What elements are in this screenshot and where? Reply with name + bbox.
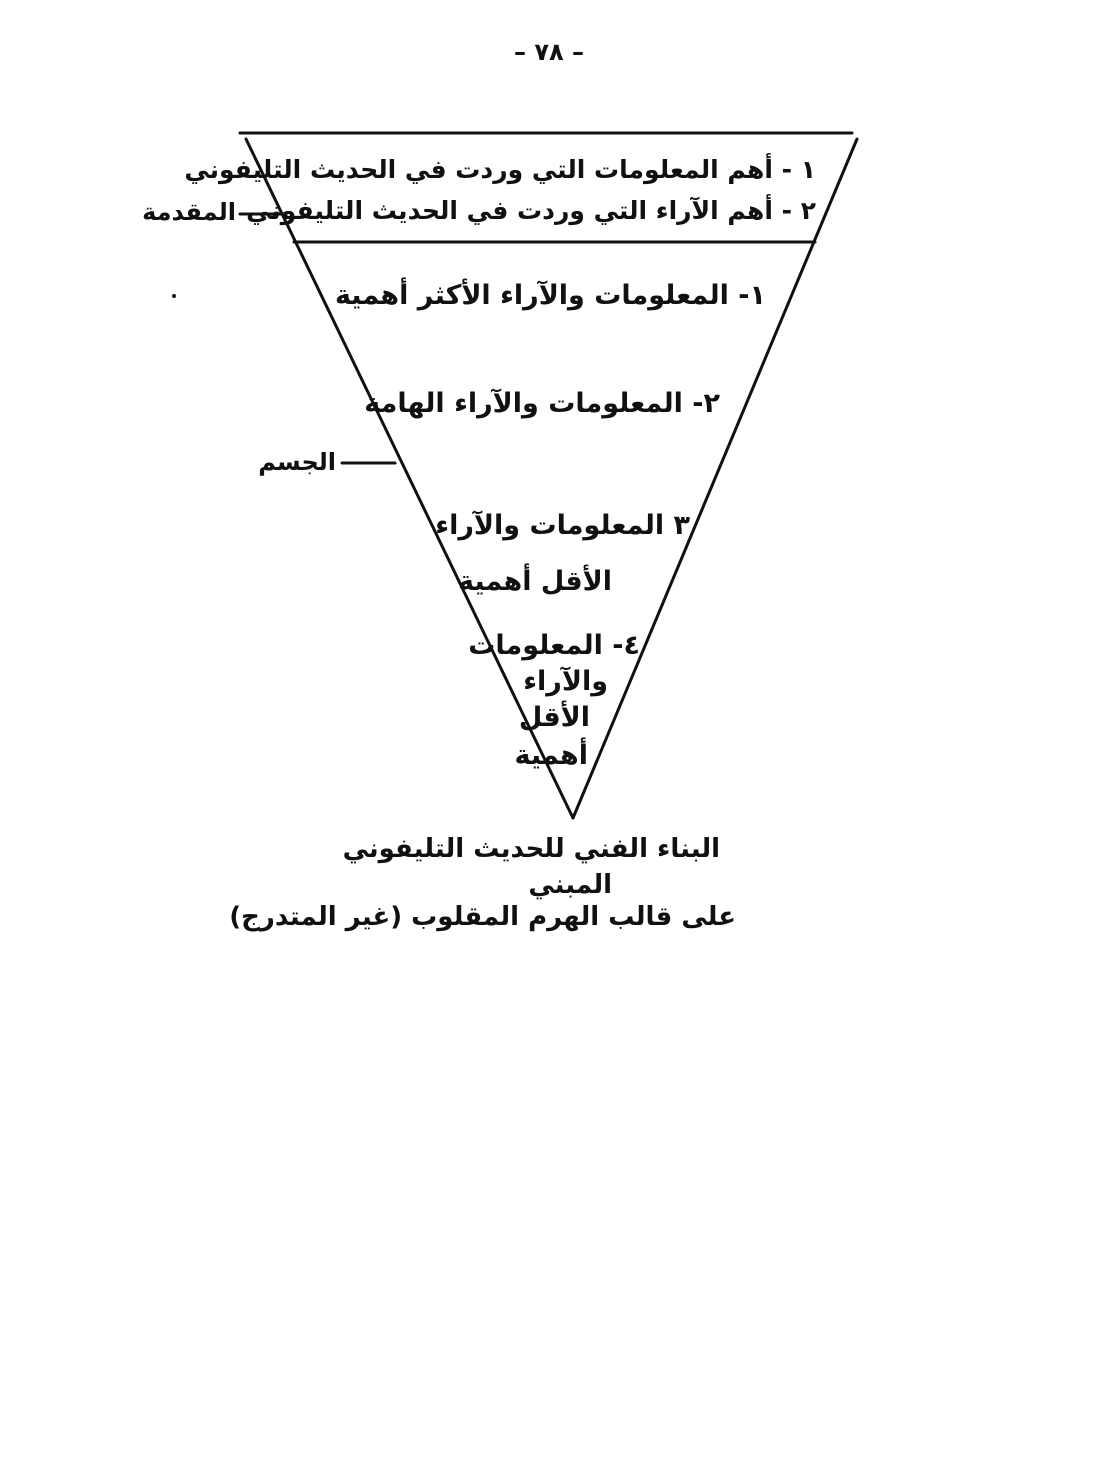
intro-line-1: ١ - أهم المعلومات التي وردت في الحديث التليفوني — [184, 155, 816, 184]
body-item-3-line-2: الأقل أهمية — [457, 566, 612, 597]
body-item-4-line-1: ٤- المعلومات — [468, 630, 640, 661]
intro-line-2: ٢ - أهم الآراء التي وردت في الحديث التليفوني — [246, 196, 816, 225]
stray-mark — [172, 294, 176, 298]
body-item-2: ٢- المعلومات والآراء الهامة — [364, 388, 720, 419]
body-item-4-line-2: والآراء — [523, 666, 608, 697]
caption-line-2: المبني — [528, 870, 612, 900]
caption-line-3: على قالب الهرم المقلوب (غير المتدرج) — [229, 902, 736, 932]
body-side-label: الجسم — [258, 448, 336, 476]
body-item-3-line-1: ٣ المعلومات والآراء — [435, 510, 690, 541]
intro-side-label: المقدمة — [142, 198, 236, 226]
body-item-4-line-3: الأقل — [518, 702, 590, 733]
caption-line-1: البناء الفني للحديث التليفوني — [342, 834, 720, 864]
body-item-4-line-4: أهمية — [514, 740, 588, 771]
page-number: – ٧٨ – — [513, 38, 584, 66]
body-item-1: ١- المعلومات والآراء الأكثر أهمية — [334, 280, 766, 311]
